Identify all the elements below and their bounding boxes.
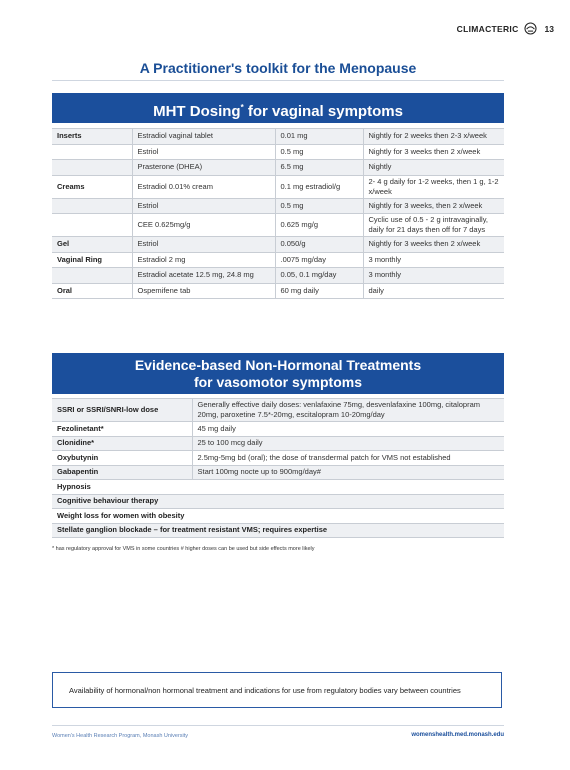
mht-dose-cell: 60 mg daily (275, 283, 363, 299)
mht-dosing-table (52, 128, 504, 299)
mht-regimen-cell: Nightly (363, 160, 504, 176)
treatment-name-cell: Cognitive behaviour therapy (52, 494, 504, 509)
mht-product-cell: Estradiol 0.01% cream (132, 175, 275, 198)
mht-row (52, 214, 504, 237)
journal-name: CLIMACTERIC (456, 23, 519, 34)
mht-regimen-cell: 2- 4 g daily for 1-2 weeks, then 1 g, 1-2 x/week (363, 175, 504, 198)
mht-row (52, 160, 504, 176)
mht-category-cell (52, 198, 132, 214)
mht-row (52, 144, 504, 160)
mht-row (52, 268, 504, 284)
mht-product-cell: Estradiol acetate 12.5 mg, 24.8 mg (132, 268, 275, 284)
nonhormonal-row (52, 509, 504, 524)
nonhormonal-row (52, 399, 504, 422)
treatment-detail-cell: Generally effective daily doses: venlafaxine 75mg, desvenlafaxine 100mg, citalopram 20mg, paroxetine 7.5*-20mg, escitalopram 10-20mg/day (192, 399, 504, 422)
mht-regimen-cell: 3 monthly (363, 268, 504, 284)
nonhormonal-row (52, 422, 504, 437)
mht-row (52, 252, 504, 268)
mht-category-cell: Creams (52, 175, 132, 198)
journal-logo-icon (524, 22, 537, 35)
mht-category-cell (52, 268, 132, 284)
mht-product-cell: Ospemifene tab (132, 283, 275, 299)
treatment-name-cell: Hypnosis (52, 480, 504, 495)
page-title: A Practitioner's toolkit for the Menopause (139, 60, 417, 76)
mht-regimen-cell: 3 monthly (363, 252, 504, 268)
mht-regimen-cell: Nightly for 3 weeks then 2 x/week (363, 144, 504, 160)
mht-category-cell (52, 144, 132, 160)
mht-category-cell: Gel (52, 237, 132, 253)
mht-dose-cell: 0.5 mg (275, 198, 363, 214)
treatment-detail-cell: 25 to 100 mcg daily (192, 436, 504, 451)
treatment-detail-cell: 2.5mg-5mg bd (oral); the dose of transdermal patch for VMS not established (192, 451, 504, 466)
mht-category-cell (52, 160, 132, 176)
mht-regimen-cell: daily (363, 283, 504, 299)
mht-heading-suffix: for vaginal symptoms (243, 103, 403, 120)
nonhormonal-row (52, 494, 504, 509)
mht-dose-cell: 0.5 mg (275, 144, 363, 160)
page-header (457, 22, 554, 35)
mht-category-cell: Vaginal Ring (52, 252, 132, 268)
nonhormonal-table (52, 398, 504, 538)
mht-dose-cell: 0.1 mg estradiol/g (275, 175, 363, 198)
mht-product-cell: CEE 0.625mg/g (132, 214, 275, 237)
treatment-name-cell: Weight loss for women with obesity (52, 509, 504, 524)
nonhormonal-row (52, 480, 504, 495)
treatment-name-cell: Clonidine* (52, 436, 192, 451)
mht-row (52, 175, 504, 198)
page-number: 13 (544, 23, 554, 34)
nonhormonal-row (52, 465, 504, 480)
mht-regimen-cell: Nightly for 3 weeks, then 2 x/week (363, 198, 504, 214)
nonhormonal-row (52, 451, 504, 466)
treatment-name-cell: SSRI or SSRI/SNRI-low dose (52, 399, 192, 422)
mht-row (52, 237, 504, 253)
footnote: * has regulatory approval for VMS in some countries # higher doses can be used but side effects more likely (52, 546, 315, 552)
mht-regimen-cell: Nightly for 2 weeks then 2-3 x/week (363, 129, 504, 145)
treatment-name-cell: Fezolinetant* (52, 422, 192, 437)
mht-heading-text: MHT Dosing (153, 103, 241, 120)
divider (52, 80, 504, 81)
treatment-detail-cell: Start 100mg nocte up to 900mg/day# (192, 465, 504, 480)
nonhormonal-row (52, 436, 504, 451)
mht-dose-cell: 0.01 mg (275, 129, 363, 145)
mht-product-cell: Estradiol 2 mg (132, 252, 275, 268)
treatment-detail-cell: 45 mg daily (192, 422, 504, 437)
mht-product-cell: Estriol (132, 144, 275, 160)
mht-heading (52, 93, 504, 123)
availability-notice-text: Availability of hormonal/non hormonal treatment and indications for use from regulatory bodies vary between countries (69, 685, 461, 695)
mht-product-cell: Estriol (132, 237, 275, 253)
mht-heading-mark: * (240, 103, 244, 112)
mht-row (52, 283, 504, 299)
nonhormonal-heading-line1: Evidence-based Non-Hormonal Treatments (134, 357, 422, 373)
mht-row (52, 129, 504, 145)
mht-product-cell: Prasterone (DHEA) (132, 160, 275, 176)
mht-category-cell (52, 214, 132, 237)
mht-dose-cell: 6.5 mg (275, 160, 363, 176)
nonhormonal-row (52, 523, 504, 538)
mht-regimen-cell: Nightly for 3 weeks then 2 x/week (363, 237, 504, 253)
mht-dose-cell: 0.050/g (275, 237, 363, 253)
footer-organization: Women's Health Research Program, Monash University (52, 733, 189, 739)
mht-dose-cell: 0.05, 0.1 mg/day (275, 268, 363, 284)
treatment-name-cell: Oxybutynin (52, 451, 192, 466)
mht-product-cell: Estradiol vaginal tablet (132, 129, 275, 145)
availability-notice (52, 672, 502, 708)
mht-product-cell: Estriol (132, 198, 275, 214)
treatment-name-cell: Stellate ganglion blockade – for treatment resistant VMS; requires expertise (52, 523, 504, 538)
mht-category-cell: Inserts (52, 129, 132, 145)
mht-category-cell: Oral (52, 283, 132, 299)
mht-row (52, 198, 504, 214)
footer-divider (52, 725, 504, 726)
nonhormonal-heading-line2: for vasomotor symptoms (193, 374, 363, 390)
footer-website-link[interactable]: womenshealth.med.monash.edu (411, 732, 504, 738)
mht-dose-cell: 0.625 mg/g (275, 214, 363, 237)
treatment-name-cell: Gabapentin (52, 465, 192, 480)
mht-regimen-cell: Cyclic use of 0.5 - 2 g intravaginally, daily for 21 days then off for 7 days (363, 214, 504, 237)
mht-dose-cell: .0075 mg/day (275, 252, 363, 268)
nonhormonal-heading (52, 353, 504, 394)
